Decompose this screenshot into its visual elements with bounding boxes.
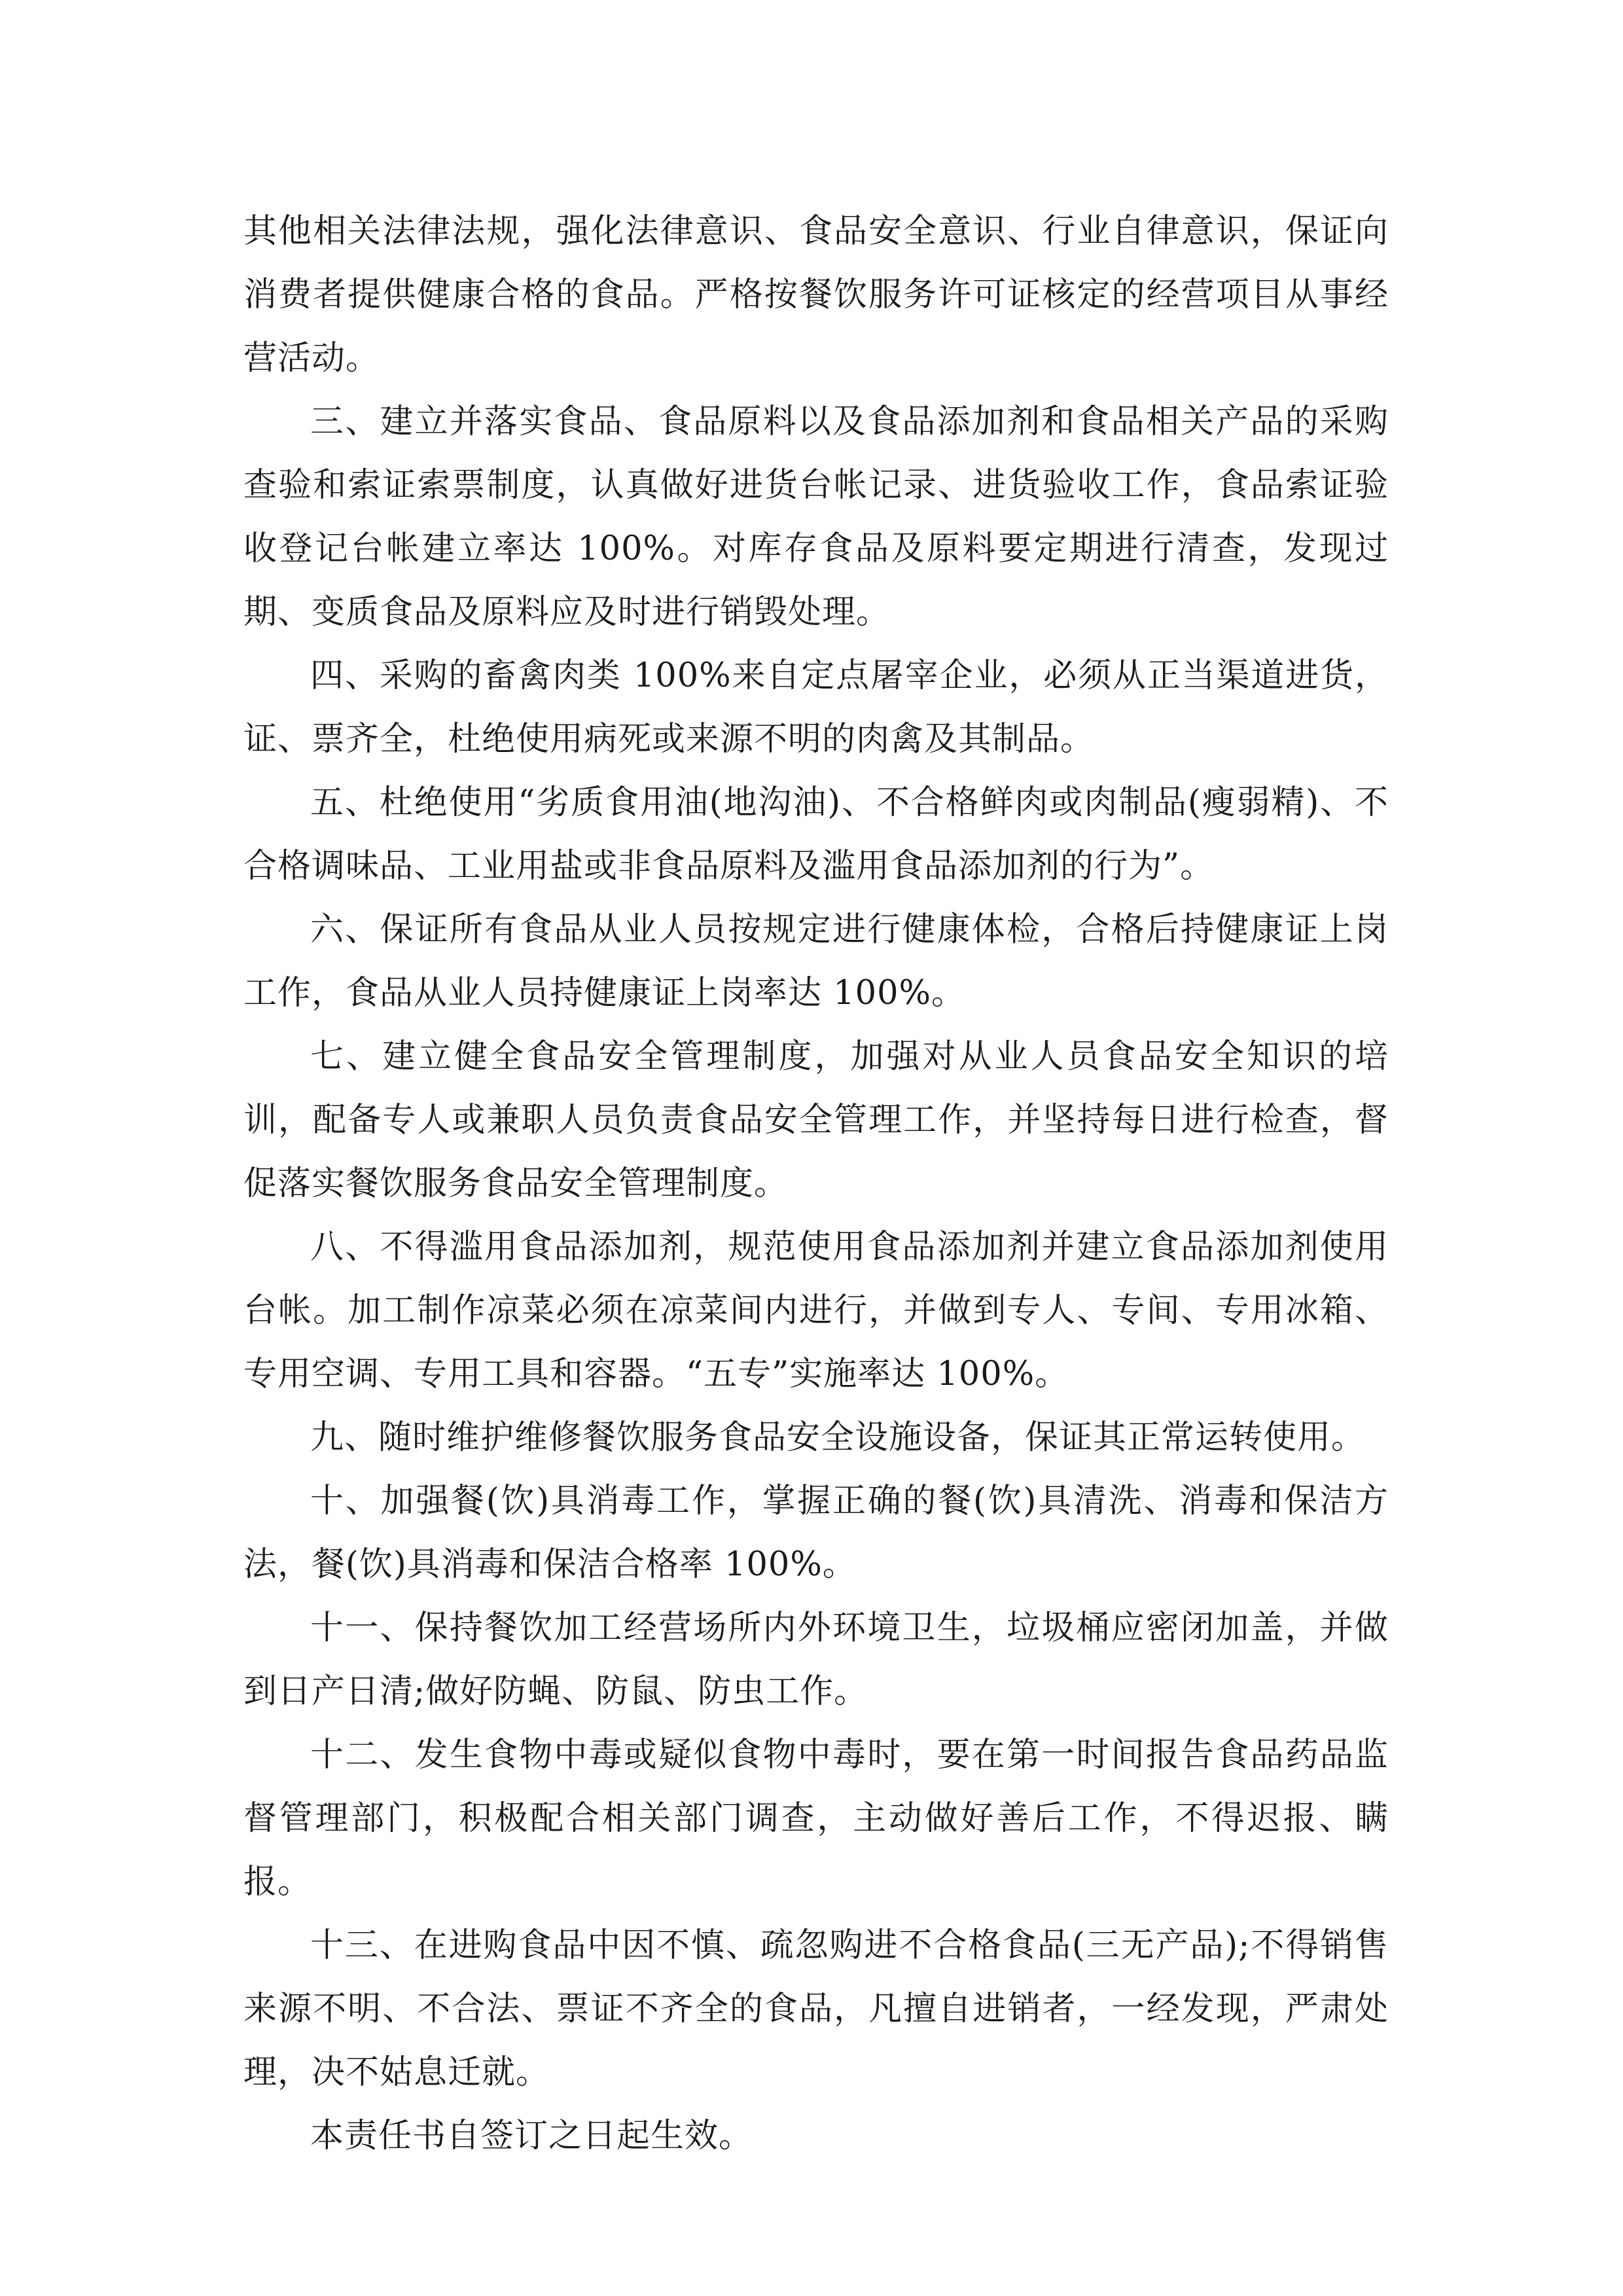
paragraph-clause-5: 五、杜绝使用“劣质食用油(地沟油)、不合格鲜肉或肉制品(瘦弱精)、不合格调味品、工业用盐或非食品原料及滥用食品添加剂的行为”。	[243, 783, 1389, 886]
paragraph-clause-8: 八、不得滥用食品添加剂，规范使用食品添加剂并建立食品添加剂使用台帐。加工制作凉菜必须在凉菜间内进行，并做到专人、专间、专用冰箱、专用空调、专用工具和容器。“五专”实施率达 100%。	[243, 1228, 1389, 1393]
paragraph-clause-3: 三、建立并落实食品、食品原料以及食品添加剂和食品相关产品的采购查验和索证索票制度，认真做好进货台帐记录、进货验收工作，食品索证验收登记台帐建立率达 100%。对库存食品及原料要定期进行清查，发现过期、变质食品及原料应及时进行销毁处理。	[243, 403, 1389, 632]
paragraph-continuation: 其他相关法律法规，强化法律意识、食品安全意识、行业自律意识，保证向消费者提供健康合格的食品。严格按餐饮服务许可证核定的经营项目从事经营活动。	[243, 212, 1389, 378]
paragraph-clause-11: 十一、保持餐饮加工经营场所内外环境卫生，垃圾桶应密闭加盖，并做到日产日清;做好防蝇、防鼠、防虫工作。	[243, 1609, 1389, 1711]
paragraph-clause-9: 九、随时维护维修餐饮服务食品安全设施设备，保证其正常运转使用。	[310, 1418, 1366, 1457]
paragraph-effective-clause: 本责任书自签订之日起生效。	[310, 2117, 753, 2155]
paragraph-clause-6: 六、保证所有食品从业人员按规定进行健康体检，合格后持健康证上岗工作，食品从业人员持健康证上岗率达 100%。	[243, 910, 1389, 1013]
paragraph-clause-12: 十二、发生食物中毒或疑似食物中毒时，要在第一时间报告食品药品监督管理部门，积极配合相关部门调查，主动做好善后工作，不得迟报、瞒报。	[243, 1736, 1389, 1901]
paragraph-clause-10: 十、加强餐(饮)具消毒工作，掌握正确的餐(饮)具清洗、消毒和保洁方法，餐(饮)具消毒和保洁合格率 100%。	[243, 1482, 1389, 1584]
paragraph-clause-13: 十三、在进购食品中因不慎、疏忽购进不合格食品(三无产品);不得销售来源不明、不合法、票证不齐全的食品，凡擅自进销者，一经发现，严肃处理，决不姑息迁就。	[243, 1926, 1389, 2092]
paragraph-clause-7: 七、建立健全食品安全管理制度，加强对从业人员食品安全知识的培训，配备专人或兼职人员负责食品安全管理工作，并坚持每日进行检查，督促落实餐饮服务食品安全管理制度。	[243, 1037, 1389, 1203]
paragraph-clause-4: 四、采购的畜禽肉类 100%来自定点屠宰企业，必须从正当渠道进货，证、票齐全，杜绝使用病死或来源不明的肉禽及其制品。	[243, 656, 1389, 759]
document-body	[243, 200, 1389, 2168]
